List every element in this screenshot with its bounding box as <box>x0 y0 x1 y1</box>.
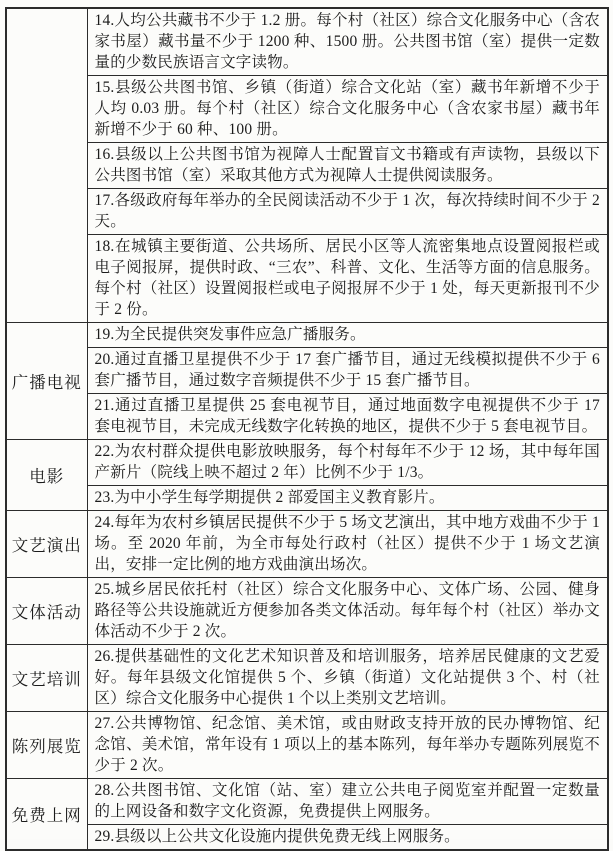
item-cell-22: 22.为农村群众提供电影放映服务，每个村每年不少于 12 场，其中每年国产新片（院线上映不超过 2 年）比例不少于 1/3。 <box>87 440 608 486</box>
table-row <box>6 779 608 825</box>
category-cell-free-internet: 免费上网 <box>6 779 87 851</box>
category-cell-broadcast-tv: 广播电视 <box>6 323 87 440</box>
table-row <box>6 440 608 486</box>
item-cell-24: 24.每年为农村乡镇居民提供不少于 5 场文艺演出，其中地方戏曲不少于 1 场。至 2020 年前，为全市每处行政村（社区）提供不少于 1 场文艺演出，安排一定比例的地方戏曲演出场次。 <box>87 511 608 578</box>
item-cell-23: 23.为中小学生每学期提供 2 部爱国主义教育影片。 <box>87 486 608 511</box>
item-cell-20: 20.通过直播卫星提供不少于 17 套广播节目，通过无线模拟提供不少于 6 套广播节目，通过数字音频提供不少于 15 套广播节目。 <box>87 348 608 394</box>
item-cell-14: 14.人均公共藏书不少于 1.2 册。每个村（社区）综合文化服务中心（含农家书屋）藏书量不少于 1200 种、1500 册。公共图书馆（室）提供一定数量的少数民族语言文字读物。 <box>87 8 608 76</box>
category-cell <box>6 8 87 323</box>
item-cell-18: 18.在城镇主要街道、公共场所、居民小区等人流密集地点设置阅报栏或电子阅报屏，提供时政、“三农”、科普、文化、生活等方面的信息服务。每个村（社区）设置阅报栏或电子阅报屏不少于 1 处，每天更新报刊不少于 2 份。 <box>87 235 608 323</box>
item-cell-25: 25.城乡居民依托村（社区）综合文化服务中心、文体广场、公园、健身路径等公共设施就近方便参加各类文体活动。每年每个村（社区）举办文体活动不少于 2 次。 <box>87 578 608 645</box>
table-row <box>6 8 608 76</box>
item-cell-21: 21.通过直播卫星提供 25 套电视节目，通过地面数字电视提供不少于 17 套电视节目，未完成无线数字化转换的地区，提供不少于 5 套电视节目。 <box>87 394 608 440</box>
item-cell-15: 15.县级公共图书馆、乡镇（街道）综合文化站（室）藏书年新增不少于人均 0.03 册。每个村（社区）综合文化服务中心（含农家书屋）藏书年新增不少于 60 种、100 册。 <box>87 76 608 143</box>
table-row <box>6 394 608 440</box>
table-row <box>6 323 608 348</box>
table-row <box>6 189 608 235</box>
item-cell-29: 29.县级以上公共文化设施内提供免费无线上网服务。 <box>87 825 608 851</box>
category-cell-film: 电影 <box>6 440 87 511</box>
item-cell-16: 16.县级以上公共图书馆为视障人士配置盲文书籍或有声读物，县级以下公共图书馆（室）采取其他方式为视障人士提供阅读服务。 <box>87 143 608 189</box>
table-row <box>6 712 608 779</box>
category-cell-exhibitions: 陈列展览 <box>6 712 87 779</box>
table-row <box>6 578 608 645</box>
category-cell-sports-activities: 文体活动 <box>6 578 87 645</box>
table-row <box>6 76 608 143</box>
table-row <box>6 486 608 511</box>
category-cell-arts-training: 文艺培训 <box>6 645 87 712</box>
item-cell-28: 28.公共图书馆、文化馆（站、室）建立公共电子阅览室并配置一定数量的上网设备和数字文化资源，免费提供上网服务。 <box>87 779 608 825</box>
category-cell-performances: 文艺演出 <box>6 511 87 578</box>
table-row <box>6 143 608 189</box>
standards-table <box>5 7 609 851</box>
item-cell-17: 17.各级政府每年举办的全民阅读活动不少于 1 次，每次持续时间不少于 2 天。 <box>87 189 608 235</box>
table-row <box>6 235 608 323</box>
table-row <box>6 825 608 851</box>
table-row <box>6 348 608 394</box>
table-row <box>6 511 608 578</box>
table-row <box>6 645 608 712</box>
item-cell-26: 26.提供基础性的文化艺术知识普及和培训服务，培养居民健康的文艺爱好。每年县级文化馆提供 5 个、乡镇（街道）文化站提供 3 个、村（社区）综合文化服务中心提供 1 个以上类别文艺培训。 <box>87 645 608 712</box>
item-cell-27: 27.公共博物馆、纪念馆、美术馆，或由财政支持开放的民办博物馆、纪念馆、美术馆，常年设有 1 项以上的基本陈列，每年举办专题陈列展览不少于 2 次。 <box>87 712 608 779</box>
item-cell-19: 19.为全民提供突发事件应急广播服务。 <box>87 323 608 348</box>
